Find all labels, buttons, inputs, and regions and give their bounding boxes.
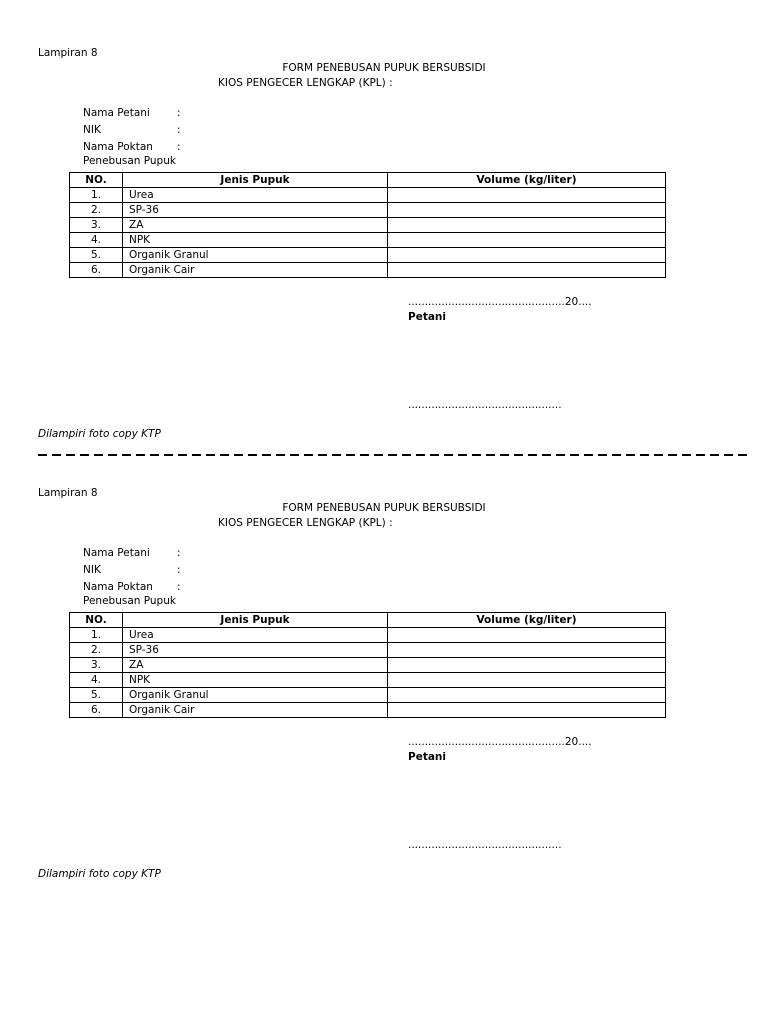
row-volume-cell[interactable]: [388, 203, 666, 218]
section-heading: Penebusan Pupuk: [83, 155, 176, 167]
row-volume-cell[interactable]: [388, 658, 666, 673]
header-jenis: Jenis Pupuk: [123, 613, 388, 628]
row-volume-cell[interactable]: [388, 263, 666, 278]
row-number: 3.: [70, 658, 123, 673]
header-volume: Volume (kg/liter): [388, 613, 666, 628]
table-row: [70, 263, 666, 278]
field-colon: :: [177, 564, 181, 576]
table-row: [70, 643, 666, 658]
attachment-note: Dilampiri foto copy KTP: [38, 428, 161, 440]
fertilizer-table: [69, 612, 666, 718]
field-colon: :: [177, 124, 181, 136]
form-copy-1: [0, 40, 768, 470]
attachment-note: Dilampiri foto copy KTP: [38, 868, 161, 880]
date-line: ...............................................20....: [408, 296, 592, 308]
row-number: 6.: [70, 263, 123, 278]
row-jenis: Urea: [123, 628, 388, 643]
farmer-fields: [83, 545, 181, 596]
table-row: [70, 233, 666, 248]
table-row: [70, 658, 666, 673]
header-no: NO.: [70, 613, 123, 628]
table-header-row: [70, 613, 666, 628]
row-volume-cell[interactable]: [388, 248, 666, 263]
field-colon: :: [177, 141, 181, 153]
row-number: 5.: [70, 688, 123, 703]
row-number: 5.: [70, 248, 123, 263]
field-colon: :: [177, 547, 181, 559]
date-line: ...............................................20....: [408, 736, 592, 748]
lampiran-label: Lampiran 8: [38, 487, 98, 499]
signature-line: ..............................................: [408, 839, 562, 851]
row-number: 3.: [70, 218, 123, 233]
row-volume-cell[interactable]: [388, 233, 666, 248]
row-volume-cell[interactable]: [388, 688, 666, 703]
field-nik[interactable]: [83, 122, 181, 139]
field-nama-petani[interactable]: [83, 545, 181, 562]
cut-line-divider: [38, 454, 750, 456]
signer-label: Petani: [408, 751, 446, 763]
form-title: FORM PENEBUSAN PUPUK BERSUBSIDI: [282, 502, 486, 514]
section-heading: Penebusan Pupuk: [83, 595, 176, 607]
signer-label: Petani: [408, 311, 446, 323]
row-number: 4.: [70, 673, 123, 688]
table-row: [70, 628, 666, 643]
row-number: 4.: [70, 233, 123, 248]
field-label: Nama Poktan: [83, 581, 153, 593]
field-label: NIK: [83, 564, 101, 576]
field-nama-poktan[interactable]: [83, 579, 181, 596]
row-volume-cell[interactable]: [388, 188, 666, 203]
table-row: [70, 188, 666, 203]
row-volume-cell[interactable]: [388, 673, 666, 688]
field-colon: :: [177, 107, 181, 119]
table-row: [70, 248, 666, 263]
row-volume-cell[interactable]: [388, 628, 666, 643]
field-label: Nama Poktan: [83, 141, 153, 153]
row-volume-cell[interactable]: [388, 703, 666, 718]
row-jenis: Urea: [123, 188, 388, 203]
row-jenis: Organik Cair: [123, 263, 388, 278]
header-volume: Volume (kg/liter): [388, 173, 666, 188]
field-nama-poktan[interactable]: [83, 139, 181, 156]
row-number: 2.: [70, 203, 123, 218]
field-label: Nama Petani: [83, 547, 150, 559]
table-row: [70, 673, 666, 688]
table-row: [70, 203, 666, 218]
table-row: [70, 688, 666, 703]
field-colon: :: [177, 581, 181, 593]
form-title: FORM PENEBUSAN PUPUK BERSUBSIDI: [282, 62, 486, 74]
kios-heading: KIOS PENGECER LENGKAP (KPL) :: [218, 517, 393, 529]
field-label: NIK: [83, 124, 101, 136]
farmer-fields: [83, 105, 181, 156]
field-nik[interactable]: [83, 562, 181, 579]
row-jenis: Organik Granul: [123, 248, 388, 263]
row-jenis: NPK: [123, 673, 388, 688]
field-nama-petani[interactable]: [83, 105, 181, 122]
kios-heading: KIOS PENGECER LENGKAP (KPL) :: [218, 77, 393, 89]
lampiran-label: Lampiran 8: [38, 47, 98, 59]
header-jenis: Jenis Pupuk: [123, 173, 388, 188]
field-label: Nama Petani: [83, 107, 150, 119]
row-number: 2.: [70, 643, 123, 658]
table-row: [70, 218, 666, 233]
row-jenis: ZA: [123, 218, 388, 233]
form-copy-2: [0, 480, 768, 910]
row-number: 1.: [70, 628, 123, 643]
row-jenis: ZA: [123, 658, 388, 673]
row-jenis: Organik Cair: [123, 703, 388, 718]
row-jenis: SP-36: [123, 203, 388, 218]
fertilizer-table: [69, 172, 666, 278]
row-jenis: SP-36: [123, 643, 388, 658]
row-number: 1.: [70, 188, 123, 203]
row-volume-cell[interactable]: [388, 218, 666, 233]
row-number: 6.: [70, 703, 123, 718]
table-header-row: [70, 173, 666, 188]
header-no: NO.: [70, 173, 123, 188]
row-volume-cell[interactable]: [388, 643, 666, 658]
row-jenis: NPK: [123, 233, 388, 248]
table-row: [70, 703, 666, 718]
row-jenis: Organik Granul: [123, 688, 388, 703]
signature-line: ..............................................: [408, 399, 562, 411]
